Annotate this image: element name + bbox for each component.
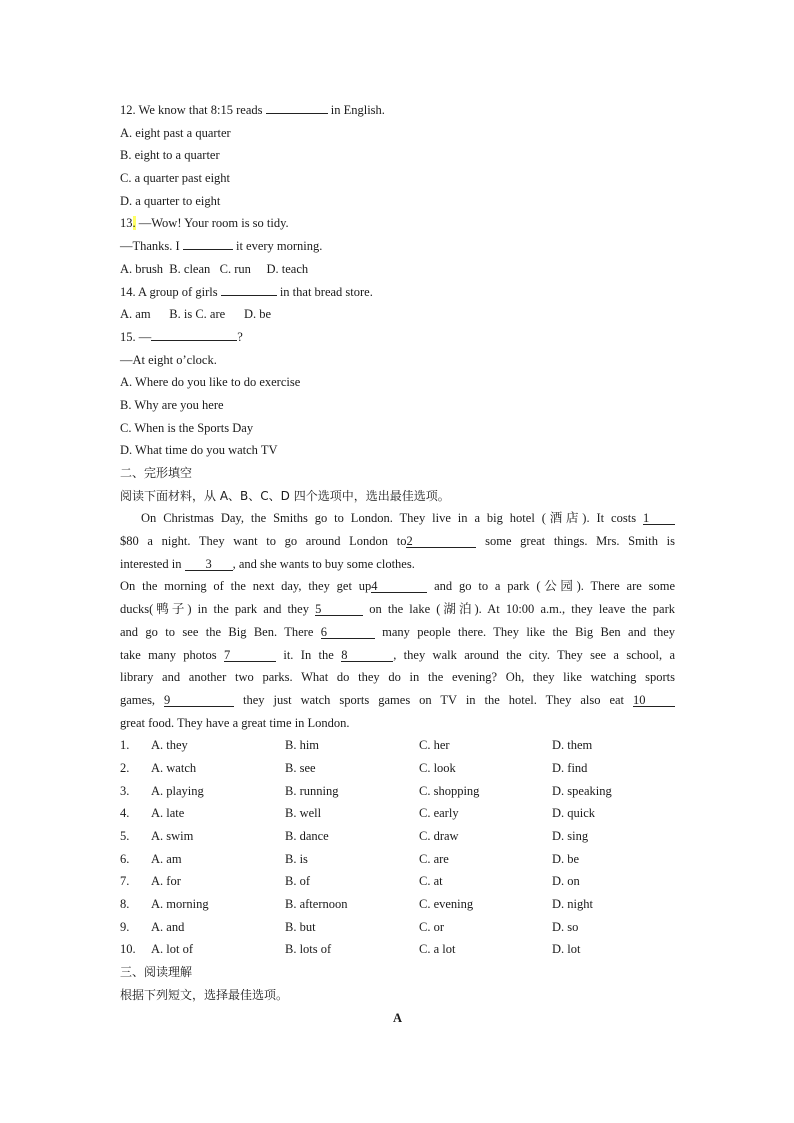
passage-text: some great things. Mrs. Smith is: [476, 534, 675, 549]
passage-line-2: [120, 530, 675, 553]
option-number: 2.: [120, 760, 130, 775]
option-number: 3.: [120, 783, 130, 798]
option-a: A. and: [151, 919, 185, 934]
option-number: 7.: [120, 874, 130, 889]
option-b: B. afternoon: [285, 897, 348, 912]
option-d: D. lot: [552, 942, 581, 957]
question-12-stem-end: in English.: [327, 103, 385, 117]
passage-text: interested in: [120, 556, 185, 571]
cloze-option-row: [120, 802, 675, 825]
question-13-number: 13: [120, 216, 133, 231]
option-a: A. they: [151, 738, 188, 753]
option-d: D. them: [552, 738, 593, 753]
option-d: D. speaking: [552, 783, 612, 798]
question-15-stem-end: ?: [237, 329, 243, 344]
question-14-stem: 14. A group of girls: [120, 284, 221, 299]
section-3-heading: 三、阅读理解: [120, 965, 193, 980]
option-b: B. but: [285, 919, 316, 934]
option-15-d: D. What time do you watch TV: [120, 443, 278, 458]
answer-blank: [183, 235, 233, 250]
option-d: D. so: [552, 919, 579, 934]
option-number: 9.: [120, 919, 130, 934]
cloze-option-row: [120, 848, 675, 871]
highlight-mark: .: [132, 216, 136, 231]
option-c: C. a lot: [419, 942, 456, 957]
option-a: A. late: [151, 806, 185, 821]
option-c: C. look: [419, 760, 456, 775]
option-15-c: C. When is the Sports Day: [120, 420, 254, 435]
option-number: 5.: [120, 829, 130, 843]
option-c: C. at: [419, 874, 443, 889]
passage-line-10: great food. They have a great time in London.: [120, 715, 350, 730]
passage-text: On the morning of the next day, they get up: [120, 579, 372, 594]
passage-text: $80 a night. They want to go around London to: [120, 534, 407, 549]
option-12-a: A. eight past a quarter: [120, 125, 231, 140]
cloze-blank-8: 8: [341, 647, 393, 662]
passage-text: take many photos: [120, 647, 224, 662]
passage-text: ducks(鸭子) in the park and they: [120, 602, 316, 617]
option-a: A. watch: [151, 760, 197, 775]
passage-text: , they walk around the city. They see a school, a: [393, 647, 675, 662]
option-c: C. shopping: [419, 783, 480, 798]
question-15-stem: 15. —: [120, 329, 152, 344]
option-a: A. am: [151, 851, 182, 866]
option-d: D. on: [552, 874, 580, 889]
option-b: B. him: [285, 738, 320, 753]
question-15-answer: —At eight o’clock.: [120, 352, 217, 367]
cloze-blank-1: 1: [643, 510, 675, 525]
passage-text: they just watch sports games on TV in the hotel. They also eat: [234, 692, 633, 707]
option-a: A. for: [151, 874, 181, 889]
option-b: B. is: [285, 851, 308, 866]
cloze-option-row: [120, 825, 675, 848]
question-14-stem-end: in that bread store.: [276, 284, 373, 299]
question-13-options: A. brush B. clean C. run D. teach: [120, 261, 309, 276]
cloze-option-row: [120, 938, 675, 961]
question-14: [120, 281, 675, 304]
option-b: B. dance: [285, 829, 329, 843]
passage-line-8: library and another two parks. What do they do in the evening? Oh, they like watching sports: [120, 670, 675, 685]
passage-text: on the lake (湖泊). At 10:00 a.m., they leave the park: [363, 602, 675, 617]
question-13-line1: —Wow! Your room is so tidy.: [135, 216, 289, 231]
cloze-blank-9: 9: [164, 692, 234, 707]
passage-text: many people there. They like the Big Ben and they: [374, 624, 675, 639]
passage-text: On Christmas Day, the Smiths go to London. They live in a big hotel (酒店). It costs: [141, 511, 643, 526]
option-number: 4.: [120, 806, 130, 821]
option-b: B. see: [285, 760, 316, 775]
passage-line-1: [120, 507, 675, 530]
passage-text: and go to a park (公园). There are some: [427, 579, 675, 594]
cloze-option-row: [120, 916, 675, 939]
document-content: [120, 99, 675, 1029]
option-number: 1.: [120, 738, 130, 753]
cloze-blank-6: 6: [321, 624, 375, 639]
question-12: [120, 99, 675, 122]
cloze-blank-5: 5: [315, 601, 363, 616]
cloze-blank-4: 4: [371, 578, 427, 593]
passage-line-9: [120, 689, 675, 712]
section-2-heading: 二、完形填空: [120, 466, 193, 480]
passage-line-3: [120, 553, 675, 576]
option-a: A. lot of: [151, 942, 194, 957]
question-12-stem: 12. We know that 8:15 reads: [120, 103, 266, 117]
part-label: A: [392, 1010, 403, 1025]
cloze-option-row: [120, 870, 675, 893]
passage-text: and go to see the Big Ben. There: [120, 624, 321, 639]
passage-text: , and she wants to buy some clothes.: [232, 556, 415, 571]
option-d: D. night: [552, 897, 593, 912]
option-d: D. be: [552, 851, 580, 866]
option-number: 10.: [120, 942, 136, 957]
question-15: [120, 326, 675, 349]
cloze-options-list: [120, 734, 675, 961]
cloze-option-row: [120, 780, 675, 803]
option-b: B. of: [285, 874, 310, 889]
passage-line-5: [120, 598, 675, 621]
cloze-option-row: [120, 734, 675, 757]
option-c: C. evening: [419, 897, 474, 912]
cloze-blank-7: 7: [224, 647, 276, 662]
option-12-c: C. a quarter past eight: [120, 171, 231, 186]
cloze-option-row: [120, 893, 675, 916]
passage-line-4: [120, 575, 675, 598]
question-13-reply-start: —Thanks. I: [120, 239, 183, 254]
answer-blank: [266, 99, 328, 114]
cloze-blank-10: 10: [633, 692, 675, 707]
passage-line-7: [120, 644, 675, 667]
option-number: 8.: [120, 897, 130, 912]
cloze-blank-2: 2: [406, 533, 476, 548]
option-12-b: B. eight to a quarter: [120, 148, 220, 163]
answer-blank: [151, 326, 237, 341]
cloze-blank-3: 3: [185, 556, 233, 571]
option-15-b: B. Why are you here: [120, 397, 224, 412]
passage-text: games,: [120, 692, 165, 707]
option-15-a: A. Where do you like to do exercise: [120, 375, 301, 390]
option-b: B. running: [285, 783, 339, 798]
option-a: A. playing: [151, 783, 204, 798]
option-12-d: D. a quarter to eight: [120, 193, 221, 208]
question-14-options: A. am B. is C. are D. be: [120, 307, 272, 322]
option-b: B. well: [285, 806, 322, 821]
option-number: 6.: [120, 851, 130, 866]
answer-blank: [221, 281, 277, 296]
option-a: A. swim: [151, 829, 194, 843]
option-d: D. find: [552, 760, 588, 775]
option-d: D. sing: [552, 829, 589, 843]
cloze-option-row: [120, 757, 675, 780]
question-13-reply-end: it every morning.: [232, 239, 323, 254]
option-c: C. are: [419, 851, 449, 866]
option-b: B. lots of: [285, 942, 332, 957]
option-c: C. her: [419, 738, 450, 753]
option-a: A. morning: [151, 897, 209, 912]
option-c: C. early: [419, 806, 459, 821]
section-2-instruction: 阅读下面材料，从 A、B、C、D 四个选项中，选出最佳选项。: [120, 488, 450, 503]
question-13: [120, 212, 675, 235]
option-c: C. draw: [419, 829, 459, 843]
passage-line-6: [120, 621, 675, 644]
option-d: D. quick: [552, 806, 596, 821]
question-13-reply: [120, 235, 675, 258]
option-c: C. or: [419, 919, 444, 934]
passage-text: it. In the: [276, 647, 342, 662]
section-3-instruction: 根据下列短文，选择最佳选项。: [120, 987, 289, 1002]
